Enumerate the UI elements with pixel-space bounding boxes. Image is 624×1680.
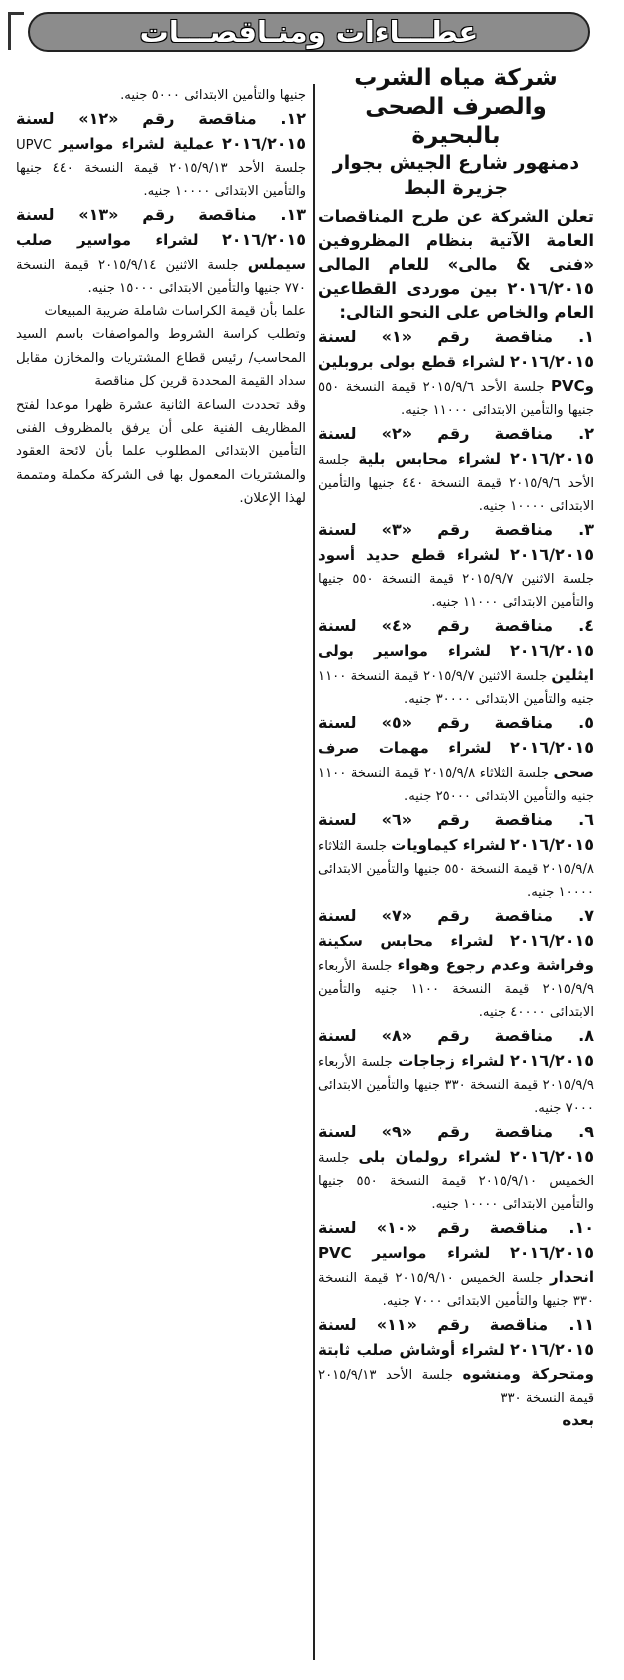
tender-details: جلسة الخميس ٢٠١٥/٩/١٠ قيمة النسخة ٥٥٠ جنيها والتأمين الابتدائى ١٠٠٠٠ جنيه. bbox=[318, 1151, 594, 1212]
clipping-corner-mark bbox=[8, 12, 24, 50]
section-header-bar bbox=[28, 12, 590, 52]
right-column bbox=[318, 64, 594, 1664]
tender-details: جلسة الخميس ٢٠١٥/٩/١٠ قيمة النسخة ٣٣٠ جنيها والتأمين الابتدائى ٧٠٠٠ جنيه. bbox=[318, 1271, 594, 1309]
tender-lead: ٤. مناقصة رقم «٤» لسنة ٢٠١٦/٢٠١٥ bbox=[318, 616, 594, 660]
tender-item bbox=[318, 325, 594, 422]
tender-item bbox=[318, 1120, 594, 1216]
tender-item bbox=[318, 1216, 594, 1313]
tender-item bbox=[16, 203, 306, 300]
carryover-text: جنيها والتأمين الابتدائى ٥٠٠٠ جنيه. bbox=[120, 88, 306, 103]
tender-subject: لشراء رولمان بلى bbox=[358, 1148, 501, 1166]
tender-item bbox=[318, 1024, 594, 1120]
tender-details: UPVC جلسة الأحد ٢٠١٥/٩/١٣ قيمة النسخة ٤٤٠ جنيها والتأمين الابتدائى ١٠٠٠٠ جنيه. bbox=[16, 138, 306, 199]
tender-details: جلسة الأحد ٢٠١٥/٩/١٣ قيمة النسخة ٣٣٠ bbox=[318, 1368, 594, 1406]
continued-marker: بعده bbox=[562, 1411, 594, 1429]
tender-lead: ١١. مناقصة رقم «١١» لسنة ٢٠١٦/٢٠١٥ bbox=[318, 1315, 594, 1359]
tender-details: جلسة الأربعاء ٢٠١٥/٩/٩ قيمة النسخة ٣٣٠ جنيها والتأمين الابتدائى ٧٠٠٠ جنيه. bbox=[318, 1055, 594, 1116]
tender-lead: ١٠. مناقصة رقم «١٠» لسنة ٢٠١٦/٢٠١٥ bbox=[318, 1218, 594, 1262]
tender-details: جلسة الاثنين ٢٠١٥/٩/٧ قيمة النسخة ١١٠٠ جنيه والتأمين الابتدائى ٣٠٠٠٠ جنيه. bbox=[318, 669, 594, 707]
tender-item bbox=[318, 422, 594, 518]
tender-lead: ١٣. مناقصة رقم «١٣» لسنة ٢٠١٦/٢٠١٥ bbox=[16, 205, 306, 249]
tender-item bbox=[318, 1313, 594, 1410]
tender-item bbox=[318, 518, 594, 614]
note-opening-time: وقد تحددت الساعة الثانية عشرة ظهرا موعدا لفتح المظاريف الفنية على أن يرفق بالمظروف الفنى التأمين الابتدائى المطلوب علما بأن لائحة العقود والمشتريات المعمول بها فى الشركة مكملة ومتممة لهذا الإعلان. bbox=[16, 397, 306, 507]
tender-lead: ٨. مناقصة رقم «٨» لسنة ٢٠١٦/٢٠١٥ bbox=[318, 1026, 594, 1070]
company-name: شركة مياه الشرب والصرف الصحى بالبحيرة bbox=[354, 65, 558, 149]
tender-lead: ١. مناقصة رقم «١» لسنة ٢٠١٦/٢٠١٥ bbox=[318, 327, 594, 371]
tender-lead: ٩. مناقصة رقم «٩» لسنة ٢٠١٦/٢٠١٥ bbox=[318, 1122, 594, 1166]
tender-item bbox=[318, 614, 594, 711]
tender-lead: ٥. مناقصة رقم «٥» لسنة ٢٠١٦/٢٠١٥ bbox=[318, 713, 594, 757]
tender-details: جلسة الأربعاء ٢٠١٥/٩/٩ قيمة النسخة ١١٠٠ جنيه والتأمين الابتدائى ٤٠٠٠٠ جنيه. bbox=[318, 959, 594, 1020]
tender-subject: لشراء محابس سكينة وفراشة وعدم رجوع وهواء bbox=[318, 932, 594, 974]
tender-lead: ٣. مناقصة رقم «٣» لسنة ٢٠١٦/٢٠١٥ bbox=[318, 520, 594, 564]
tender-subject: لشراء مواسير PVC انحدار bbox=[318, 1244, 594, 1286]
tender-subject: لشراء محابس بلية bbox=[358, 450, 502, 468]
tender-details: جلسة الأحد ٢٠١٥/٩/٦ قيمة النسخة ٥٥٠ جنيها والتأمين الابتدائى ١١٠٠٠ جنيه. bbox=[318, 380, 594, 418]
tender-subject: لشراء مهمات صرف صحى bbox=[318, 739, 594, 781]
tender-details: جلسة الأحد ٢٠١٥/٩/٦ قيمة النسخة ٤٤٠ جنيها والتأمين الابتدائى ١٠٠٠٠ جنيه. bbox=[318, 453, 594, 514]
company-address: دمنهور شارع الجيش بجوار جزيرة البط bbox=[332, 152, 580, 199]
tender-item bbox=[16, 107, 306, 203]
tender-subject: لشراء مواسير صلب سيملس bbox=[16, 231, 306, 273]
tender-lead: ٦. مناقصة رقم «٦» لسنة ٢٠١٦/٢٠١٥ bbox=[318, 810, 594, 854]
tender-subject: لشراء زجاجات bbox=[398, 1052, 505, 1070]
tender-item bbox=[318, 808, 594, 904]
tender-lead: ١٢. مناقصة رقم «١٢» لسنة ٢٠١٦/٢٠١٥ bbox=[16, 109, 306, 153]
section-title: عطـــاءات ومنـاقصـــات bbox=[139, 15, 479, 49]
tender-details: جلسة الاثنين ٢٠١٥/٩/١٤ قيمة النسخة ٧٧٠ جنيها والتأمين الابتدائى ١٥٠٠٠ جنيه. bbox=[16, 258, 306, 296]
intro-paragraph: تعلن الشركة عن طرح المناقصات العامة الآتية بنظام المظروفين «فنى & مالى» للعام المالى ٢٠١٦/٢٠١٥ بين موردى القطاعين العام والخاص على النحو التالى: bbox=[318, 207, 594, 322]
note-conditions: وتطلب كراسة الشروط والمواصفات باسم السيد المحاسب/ رئيس قطاع المشتريات والمخازن مقابل سداد القيمة المحددة قرين كل مناقصة bbox=[16, 327, 306, 390]
tender-subject: لشراء مواسير بولى ايثلين bbox=[318, 642, 594, 684]
column-divider bbox=[313, 84, 315, 1660]
tender-item bbox=[318, 904, 594, 1024]
tender-subject: لشراء أوشاش صلب ثابتة ومتحركة ومنشوه bbox=[318, 1341, 594, 1383]
tender-details: جلسة الاثنين ٢٠١٥/٩/٧ قيمة النسخة ٥٥٠ جنيها والتأمين الابتدائى ١١٠٠٠ جنيه. bbox=[318, 572, 594, 610]
tender-item bbox=[318, 711, 594, 808]
tender-details: جلسة الثلاثاء ٢٠١٥/٩/٨ قيمة النسخة ٥٥٠ جنيها والتأمين الابتدائى ١٠٠٠٠ جنيه. bbox=[318, 839, 594, 900]
tender-subject: لشراء كيماويات bbox=[391, 836, 506, 854]
tender-details: جلسة الثلاثاء ٢٠١٥/٩/٨ قيمة النسخة ١١٠٠ جنيه والتأمين الابتدائى ٢٥٠٠٠ جنيه. bbox=[318, 766, 594, 804]
tender-subject: لشراء قطع حديد أسود bbox=[318, 546, 500, 564]
tender-subject: لشراء قطع بولى بروبلين وPVC bbox=[318, 353, 594, 395]
tender-subject: عملية لشراء مواسير bbox=[59, 135, 215, 153]
tender-lead: ٧. مناقصة رقم «٧» لسنة ٢٠١٦/٢٠١٥ bbox=[318, 906, 594, 950]
tender-lead: ٢. مناقصة رقم «٢» لسنة ٢٠١٦/٢٠١٥ bbox=[318, 424, 594, 468]
note-prices: علما بأن قيمة الكراسات شاملة ضريبة المبيعات bbox=[44, 304, 306, 319]
left-column bbox=[16, 84, 306, 644]
